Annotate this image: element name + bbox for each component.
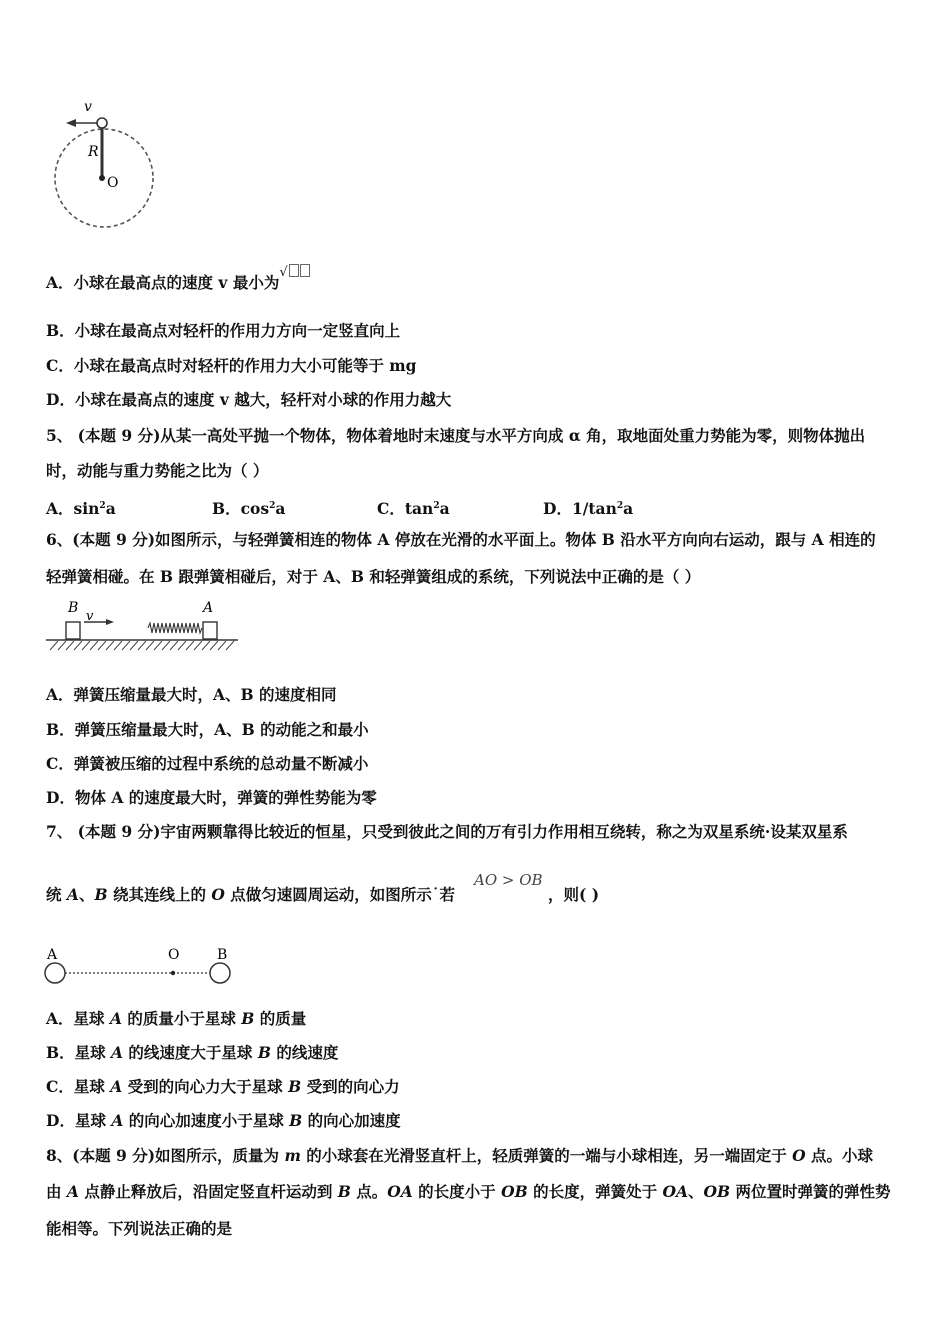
q8-text: 的长度，弹簧处于 — [527, 1182, 663, 1201]
spring-collision-diagram — [44, 598, 244, 658]
q6-option-d: D．物体 A 的速度最大时，弹簧的弹性势能为零 — [46, 788, 377, 807]
q7-option-d — [46, 1111, 401, 1131]
q7-option-text: C．星球 — [46, 1077, 111, 1096]
velocity-arrowhead — [106, 619, 114, 625]
q7-option-var: B — [288, 1077, 302, 1096]
q7-var-b: B — [94, 885, 108, 904]
q7-option-text: 的向心加速度小于星球 — [123, 1111, 290, 1130]
q7-option-text: 的线速度 — [270, 1043, 339, 1062]
point-o-label: O — [168, 947, 180, 963]
q5-option-c-text: C．tan — [377, 499, 434, 518]
q8-text: 、 — [688, 1182, 704, 1201]
block-b-label: B — [68, 600, 79, 616]
block-a — [203, 622, 217, 639]
q5-option-b — [212, 496, 285, 519]
q5-option-a-sup: 2 — [99, 501, 106, 511]
q5-option-b-var: a — [275, 499, 286, 518]
q7-option-var: B — [241, 1009, 255, 1028]
radius-label: R — [88, 144, 99, 160]
q7-text: 、 — [78, 885, 95, 904]
velocity-arrowhead — [66, 119, 76, 127]
q8-var: OA — [662, 1182, 689, 1201]
q5-option-a-text: A．sin — [46, 499, 100, 518]
q4-option-b: B．小球在最高点对轻杆的作用力方向一定竖直向上 — [46, 321, 401, 340]
q5-option-c-sup: 2 — [433, 501, 440, 511]
q8-stem-line1 — [46, 1146, 873, 1166]
q4-option-a — [46, 265, 310, 295]
q7-option-text: D．星球 — [46, 1111, 112, 1130]
q4-option-a-text: A．小球在最高点的速度 v 最小为 — [46, 273, 280, 292]
q8-var: m — [284, 1146, 301, 1165]
q7-text: 统 — [46, 885, 67, 904]
ground-hatching — [50, 641, 234, 650]
q8-text: 点。 — [350, 1182, 388, 1201]
q7-option-text: 的向心加速度 — [302, 1111, 401, 1130]
q6-stem-line1: 6、(本题 9 分)如图所示，与轻弹簧相连的物体 A 停放在光滑的水平面上。物体 B 沿水平方向向右运动，跟与 A 相连的 — [46, 530, 876, 549]
q5-option-d — [543, 496, 633, 519]
q8-var: OA — [387, 1182, 413, 1201]
velocity-label: v — [84, 99, 92, 115]
q8-var: B — [337, 1182, 351, 1201]
q5-option-d-text: D．1/tan — [543, 499, 617, 518]
q8-var: OB — [501, 1182, 528, 1201]
q5-option-d-var: a — [623, 499, 634, 518]
q8-text: 由 — [46, 1182, 67, 1201]
q5-stem-line2: 时，动能与重力势能之比为（ ） — [46, 461, 269, 480]
q7-option-text: 的质量小于星球 — [121, 1009, 242, 1028]
spring — [148, 623, 202, 633]
q7-option-c — [46, 1077, 400, 1097]
q4-option-d: D．小球在最高点的速度 v 越大，轻杆对小球的作用力越大 — [46, 390, 452, 409]
q6-option-b: B．弹簧压缩量最大时，A、B 的动能之和最小 — [46, 720, 369, 739]
q7-option-var: A — [110, 1077, 123, 1096]
q8-text: 两位置时弹簧的弹性势 — [730, 1182, 891, 1201]
q5-stem-line1: 5、 (本题 9 分)从某一高处平抛一个物体，物体着地时末速度与水平方向成 α 角，取地面处重力势能为零，则物体抛出 — [46, 426, 866, 445]
block-b — [66, 622, 80, 639]
q5-option-b-text: B．cos — [212, 499, 270, 518]
circular-motion-diagram — [50, 95, 160, 235]
q7-option-var: A — [109, 1009, 122, 1028]
q5-option-d-sup: 2 — [616, 501, 624, 511]
q8-text: 的小球套在光滑竖直杆上，轻质弹簧的一端与小球相连，另一端固定于 — [300, 1146, 793, 1165]
q7-option-var: B — [257, 1043, 271, 1062]
q6-option-c: C．弹簧被压缩的过程中系统的总动量不断减小 — [46, 754, 369, 773]
spring-collision-figure — [44, 598, 244, 658]
circular-motion-figure — [50, 95, 160, 235]
q7-text: 绕其连线上的 — [107, 885, 212, 904]
q8-var: O — [792, 1146, 806, 1165]
q5-option-c — [377, 496, 450, 519]
q7-stem-line1: 7、 (本题 9 分)宇宙两颗靠得比较近的恒星，只受到彼此之间的万有引力作用相互绕转，称之为双星系统·设某双星系 — [46, 822, 848, 841]
q7-stem-line2 — [46, 885, 455, 905]
pivot-point — [99, 175, 105, 181]
star-b — [210, 963, 230, 983]
q8-var: OB — [703, 1182, 731, 1201]
q7-option-text: 受到的向心力大于星球 — [122, 1077, 289, 1096]
q7-var-a: A — [66, 885, 79, 904]
q7-option-text: B．星球 — [46, 1043, 111, 1062]
q7-option-var: A — [111, 1043, 124, 1062]
q7-stem-line2-end: ，则( ) — [548, 885, 600, 904]
q7-option-b — [46, 1043, 338, 1063]
q7-option-text: 的质量 — [254, 1009, 307, 1028]
q8-text: 点静止释放后，沿固定竖直杆运动到 — [78, 1182, 338, 1201]
q8-stem-line3: 能相等。下列说法正确的是 — [46, 1219, 233, 1238]
q6-stem-line2: 轻弹簧相碰。在 B 跟弹簧相碰后，对于 A、B 和轻弹簧组成的系统，下列说法中正确的是（ ） — [46, 567, 701, 586]
q7-option-text: 受到的向心力 — [301, 1077, 400, 1096]
q7-text: 点做匀速圆周运动，如图所示˙若 — [224, 885, 456, 904]
q5-option-c-var: a — [439, 499, 450, 518]
binary-star-diagram — [42, 942, 242, 988]
q5-option-b-sup: 2 — [269, 501, 276, 511]
q8-stem-line2 — [46, 1182, 891, 1202]
q7-option-a — [46, 1009, 306, 1029]
q5-option-a — [46, 496, 116, 519]
q7-option-text: A．星球 — [46, 1009, 110, 1028]
velocity-label: v — [86, 609, 94, 624]
q8-text: 8、(本题 9 分)如图所示，质量为 — [46, 1146, 285, 1165]
star-a — [45, 963, 65, 983]
q8-text: 的长度小于 — [412, 1182, 502, 1201]
star-b-label: B — [217, 947, 228, 963]
q4-option-c: C．小球在最高点时对轻杆的作用力大小可能等于 mg — [46, 356, 417, 375]
q6-option-a: A．弹簧压缩量最大时，A、B 的速度相同 — [46, 685, 337, 704]
q8-var: A — [66, 1182, 79, 1201]
q8-text: 点。小球 — [805, 1146, 874, 1165]
q7-var-o: O — [211, 885, 225, 904]
star-a-label: A — [47, 947, 58, 963]
ball — [97, 118, 107, 128]
point-o — [171, 971, 175, 975]
sqrt-formula: √ — [279, 263, 309, 283]
q7-option-var: B — [289, 1111, 303, 1130]
q7-option-var: A — [111, 1111, 124, 1130]
q7-formula: AO > OB — [474, 871, 543, 889]
binary-star-figure — [42, 942, 242, 988]
center-label: O — [107, 175, 119, 191]
block-a-label: A — [203, 600, 214, 616]
q7-option-text: 的线速度大于星球 — [123, 1043, 258, 1062]
q5-option-a-var: a — [105, 499, 116, 518]
